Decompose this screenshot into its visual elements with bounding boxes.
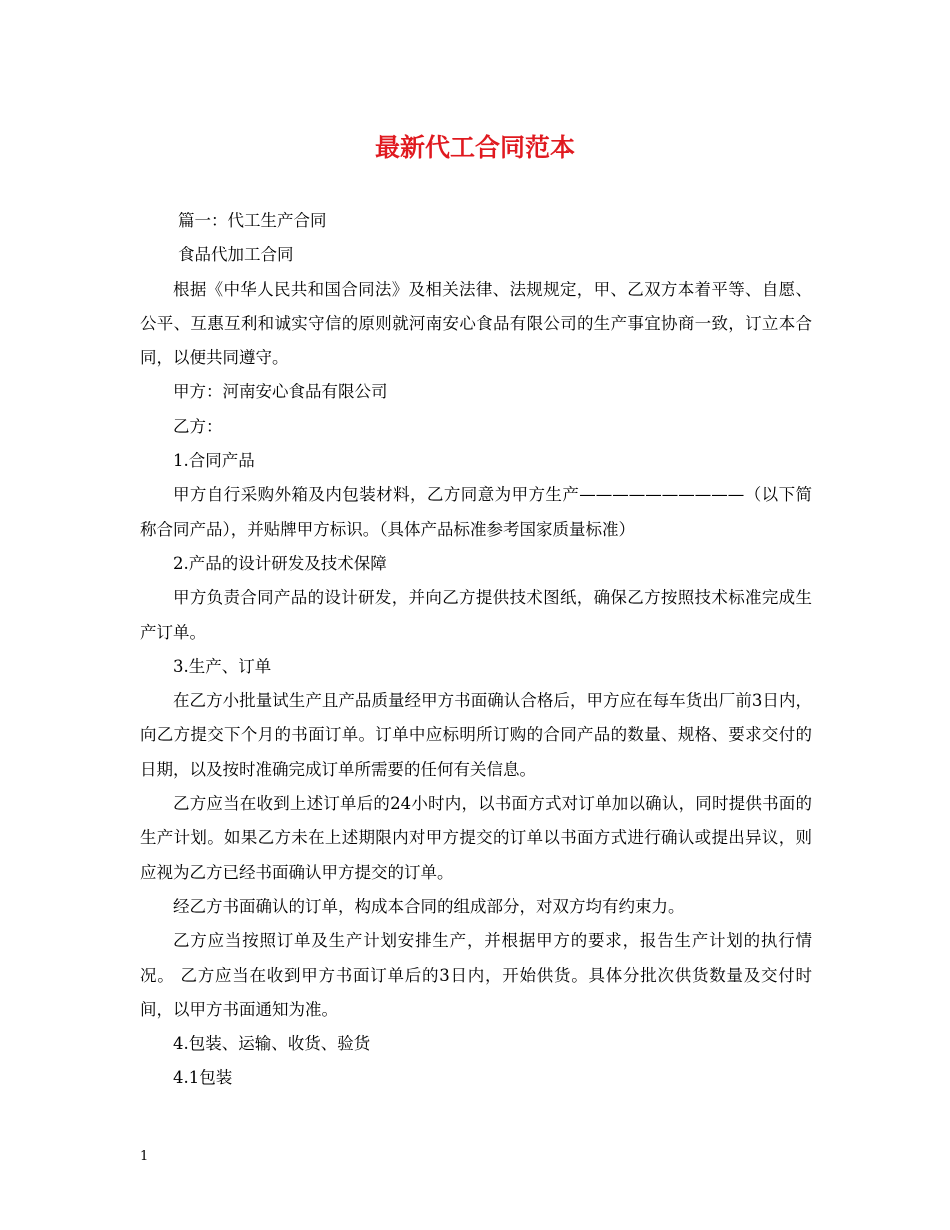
party-b: 乙方： (173, 416, 223, 436)
paragraph: 根据《中华人民共和国合同法》及相关法律、法规规定，甲、乙双方本着平等、自愿、公平、互惠互利和诚实守信的原则就河南安心食品有限公司的生产事宜协商一致，订立本合同，以便共同遵守。 (140, 279, 812, 368)
paragraph: 乙方应当按照订单及生产计划安排生产，并根据甲方的要求，报告生产计划的执行情况。 乙方应当在收到甲方书面订单后的3日内，开始供货。具体分批次供货数量及交付时间，以甲方书面通知为准。 (140, 931, 812, 1019)
document-body (140, 204, 812, 1096)
party-a: 甲方：河南安心食品有限公司 (173, 382, 388, 402)
clause-heading: 4.包装、运输、收货、验货 (173, 1034, 371, 1054)
contract-name: 食品代加工合同 (178, 245, 294, 265)
page-title: 最新代工合同范本 (374, 133, 575, 162)
paragraph: 乙方应当在收到上述订单后的24小时内，以书面方式对订单加以确认，同时提供书面的生产计划。如果乙方未在上述期限内对甲方提交的订单以书面方式进行确认或提出异议，则应视为乙方已经书面确认甲方提交的订单。 (140, 794, 812, 882)
clause-heading: 3.生产、订单 (173, 656, 272, 676)
paragraph: 甲方负责合同产品的设计研发，并向乙方提供技术图纸，确保乙方按照技术标准完成生产订单。 (140, 588, 812, 642)
paragraph: 在乙方小批量试生产且产品质量经甲方书面确认合格后，甲方应在每车货出厂前3日内，向乙方提交下个月的书面订单。订单中应标明所订购的合同产品的数量、规格、要求交付的日期，以及按时准确完成订单所需要的任何有关信息。 (140, 691, 812, 779)
page-number: 1 (140, 1149, 149, 1164)
paragraph: 经乙方书面确认的订单，构成本合同的组成部分，对双方均有约束力。 (173, 896, 685, 916)
clause-heading: 2.产品的设计研发及技术保障 (173, 553, 387, 573)
paragraph: 甲方自行采购外箱及内包装材料，乙方同意为甲方生产——————————（以下简称合同产品），并贴牌甲方标识。（具体产品标准参考国家质量标准） (140, 485, 812, 539)
section-heading: 篇一：代工生产合同 (178, 211, 327, 230)
subclause-heading: 4.1包装 (173, 1068, 233, 1088)
clause-heading: 1.合同产品 (173, 451, 255, 471)
